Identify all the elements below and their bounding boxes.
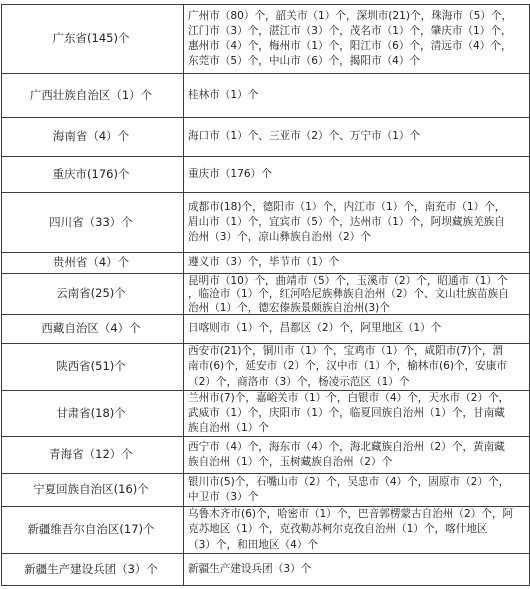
cities-line: 族自治州（1）个，玉树藏族自治州（2）个 [188,456,393,468]
cities-cell [188,274,524,314]
province-cell: 西藏自治区（4）个 [41,321,141,336]
cities-line: （2）个，商洛市（3）个，杨凌示范区（1）个 [188,375,410,388]
cities-line: 南市(6)个，延安市（2）个，汉中市（1）个，榆林市(6)个，安康市 [188,360,507,373]
province-cell: 广东省(145)个 [52,31,130,46]
province-cell: 新疆维吾尔自治区(17)个 [27,522,155,537]
province-cell: 贵州省（4）个 [52,255,130,270]
cities-cell [188,315,524,343]
cities-line: 桂林市（1）个 [188,88,259,101]
cities-line: 昆明市（10）个，曲靖市（5）个，玉溪市（2）个，昭通市（1）个 [188,275,508,287]
cities-line: 治州（1）个，德宏傣族景颇族自治州(3)个 [188,301,390,314]
province-cell: 海南省（4）个 [52,129,130,144]
province-cell: 甘肃省(18)个 [56,405,126,420]
cities-line: 广州市（80）个，韶关市（1）个，深圳市(21)个，珠海市（5）个， [188,9,513,22]
cities-line: 日喀则市（1）个，昌都区（2）个，阿里地区（1）个 [188,322,442,335]
cities-cell [188,554,524,585]
cities-line: 克苏地区（1）个，克孜勒苏柯尔克孜自治州（1）个，喀什地区 [188,523,488,536]
cities-cell [188,391,524,436]
cities-line: 银川市(5)个，石嘴山市（2）个，吴忠市（4）个，固原市（2）个， [188,475,510,488]
cities-line: 族自治州（1）个 [188,422,269,434]
cities-line: 兰州市(7)个，嘉峪关市（1）个，白银市（4）个，天水市（2）个， [188,392,510,404]
cities-line: 西安市(21)个，铜川市（1）个，宝鸡市（1）个，咸阳市(7)个，渭 [188,345,504,358]
cities-line: ，临沧市（1）个，红河哈尼族彝族自治州（2）个、文山壮族苗族自 [188,288,509,301]
cities-line: 新疆生产建设兵团（3）个 [188,562,312,575]
cities-line: 武威市（1）个，庆阳市（1）个，临夏回族自治州（1）个，甘南藏 [188,407,505,419]
province-cell: 陕西省(51)个 [56,359,126,374]
province-cell: 四川省（33）个 [49,214,133,229]
cities-line: 遵义市（3）个，毕节市（1）个 [188,256,340,269]
cities-line: 重庆市（176）个 [188,167,272,180]
province-cell: 重庆市(176)个 [52,166,130,181]
cities-line: 海口市（1）个、三亚市（2）个、万宁市（1）个 [188,130,421,143]
cities-line: 治州（3）个，凉山彝族自治州（2）个 [188,231,371,244]
cities-cell [188,253,524,273]
cities-line: 惠州市（4）个，梅州市（1）个，阳江市（6）个，清远市（4）个， [188,40,512,52]
cities-cell [188,344,524,390]
cities-line: 中卫市（3）个 [188,491,259,503]
cities-line: 成都市(18)个，德阳市（1）个，内江市（1）个，南充市（1）个， [188,200,506,213]
cities-line: 眉山市（1）个，宜宾市（5）个，达州市（1）个，阿坝藏族羌族自 [188,215,505,228]
province-cell: 新疆生产建设兵团（3）个 [24,561,158,576]
province-cell: 云南省(25)个 [56,286,126,301]
row-divider [1,585,530,586]
province-cell: 青海省（12）个 [49,447,133,462]
cities-line: 东莞市（5）个，中山市（6）个，揭阳市（4）个 [188,55,421,68]
column-divider [183,4,184,586]
cities-cell [188,74,524,117]
cities-line: 西宁市（4）个，海东市（4）个，海北藏族自治州（2）个，黄南藏 [188,440,505,453]
province-cell: 广西壮族自治区（1）个 [29,87,153,102]
cities-cell [188,157,524,192]
cities-cell [188,5,524,73]
province-cell: 宁夏回族自治区(16)个 [33,482,149,497]
cities-line: 乌鲁木齐市(6)个，哈密市（1）个，巴音郭楞蒙古自治州（2）个，阿 [188,508,514,521]
cities-line: （3）个，和田地区（4）个 [188,538,319,551]
cities-line: 江门市（3）个，湛江市（3）个，茂名市（1）个，肇庆市（1）个， [188,24,512,37]
cities-cell [188,507,524,553]
cities-cell [188,193,524,252]
cities-cell [188,118,524,156]
cities-cell [188,474,524,506]
cities-cell [188,437,524,473]
